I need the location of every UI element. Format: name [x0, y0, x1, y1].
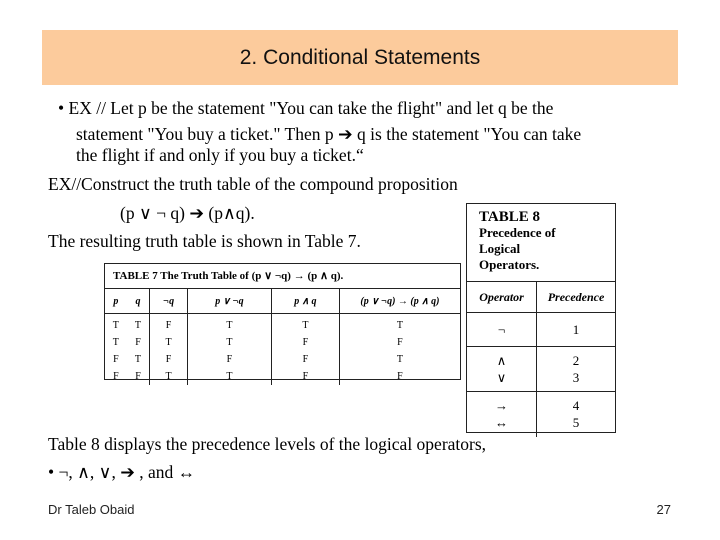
table-cell: T — [112, 320, 119, 331]
formula: (p ∨ ¬ q) ➔ (p∧q). — [120, 203, 255, 223]
table-cell: T — [339, 314, 460, 335]
bullet-text: statement "You buy a ticket." Then p ➔ q is the statement "You can take — [76, 124, 582, 144]
table-row — [467, 347, 615, 392]
caption-line: Logical — [479, 241, 521, 256]
exercise-text: EX//Construct the truth table of the compound proposition — [48, 174, 458, 194]
table-cell: F — [271, 368, 339, 385]
precedence-level: 4 — [572, 398, 580, 414]
table-cell: F — [339, 334, 460, 351]
precedence-cell — [537, 347, 615, 392]
col-header: (p ∨ ¬q) → (p ∧ q) — [339, 289, 460, 314]
slide-title: 2. Conditional Statements — [42, 30, 678, 85]
caption-line: Operators. — [479, 257, 540, 272]
table-cell: F — [135, 337, 141, 348]
operator-symbol: ↔ — [495, 415, 509, 431]
precedence-table-8 — [466, 203, 616, 433]
table-row — [105, 314, 460, 335]
table-cell: T — [134, 320, 142, 331]
precedence-cell — [537, 313, 615, 347]
caption-line: Precedence of — [479, 225, 556, 240]
operator-symbol: ¬ — [497, 322, 506, 337]
table-row — [467, 313, 615, 347]
table-cell: T — [339, 351, 460, 368]
operator-symbol: → — [495, 398, 509, 414]
table-cell: T — [150, 368, 188, 385]
precedence-level: 5 — [572, 415, 580, 431]
table-cell: F — [135, 371, 141, 382]
table-cell: T — [271, 314, 339, 335]
operator-symbol: ∨ — [496, 370, 507, 385]
table-cell: F — [113, 354, 119, 365]
col-header: Precedence — [537, 282, 615, 313]
col-header: Operator — [467, 282, 537, 313]
table-row — [105, 351, 460, 368]
table-cell: T — [187, 368, 271, 385]
table-cell: F — [271, 351, 339, 368]
table-cell: F — [150, 351, 188, 368]
result-text: The resulting truth table is shown in Table 7. — [48, 231, 361, 251]
table-row — [467, 392, 615, 437]
col-header: p — [105, 289, 127, 314]
table7-caption: TABLE 7 The Truth Table of (p ∨ ¬q) → (p ∧ q). — [105, 264, 460, 289]
precedence-cell — [537, 392, 615, 437]
precedence-level: 2 — [572, 353, 580, 368]
page-number: 27 — [656, 502, 671, 517]
truth-table-7 — [104, 263, 461, 380]
footer-author: Dr Taleb Obaid — [48, 502, 135, 517]
caption-line: TABLE 8 — [479, 209, 540, 225]
table-row — [105, 334, 460, 351]
col-header: q — [127, 289, 150, 314]
table-row — [105, 368, 460, 385]
table-cell: T — [134, 354, 142, 365]
operator-symbol: ∧ — [496, 353, 507, 368]
precedence-level: 1 — [572, 322, 580, 337]
table-cell: F — [271, 334, 339, 351]
table-cell: T — [112, 337, 119, 348]
col-header: ¬q — [150, 289, 188, 314]
col-header: p ∧ q — [271, 289, 339, 314]
col-header: p ∨ ¬q — [187, 289, 271, 314]
table-cell: F — [187, 351, 271, 368]
bullet-text: • EX // Let p be the statement "You can take the flight" and let q be the — [58, 98, 554, 118]
table-cell: F — [113, 371, 119, 382]
operator-cell — [467, 347, 537, 392]
operator-cell — [467, 313, 537, 347]
table-cell: T — [187, 334, 271, 351]
bullet-text: the flight if and only if you buy a ticket.“ — [76, 145, 364, 165]
precedence-level: 3 — [572, 370, 580, 385]
table8-caption — [467, 204, 615, 282]
table-cell: F — [150, 314, 188, 335]
table-cell: F — [339, 368, 460, 385]
operator-cell — [467, 392, 537, 437]
note-text: Table 8 displays the precedence levels of the logical operators, — [48, 434, 487, 454]
operators-list: • ¬, ∧, ∨, ➔ , and ↔ — [48, 462, 196, 482]
table-cell: T — [187, 314, 271, 335]
table-cell: T — [150, 334, 188, 351]
